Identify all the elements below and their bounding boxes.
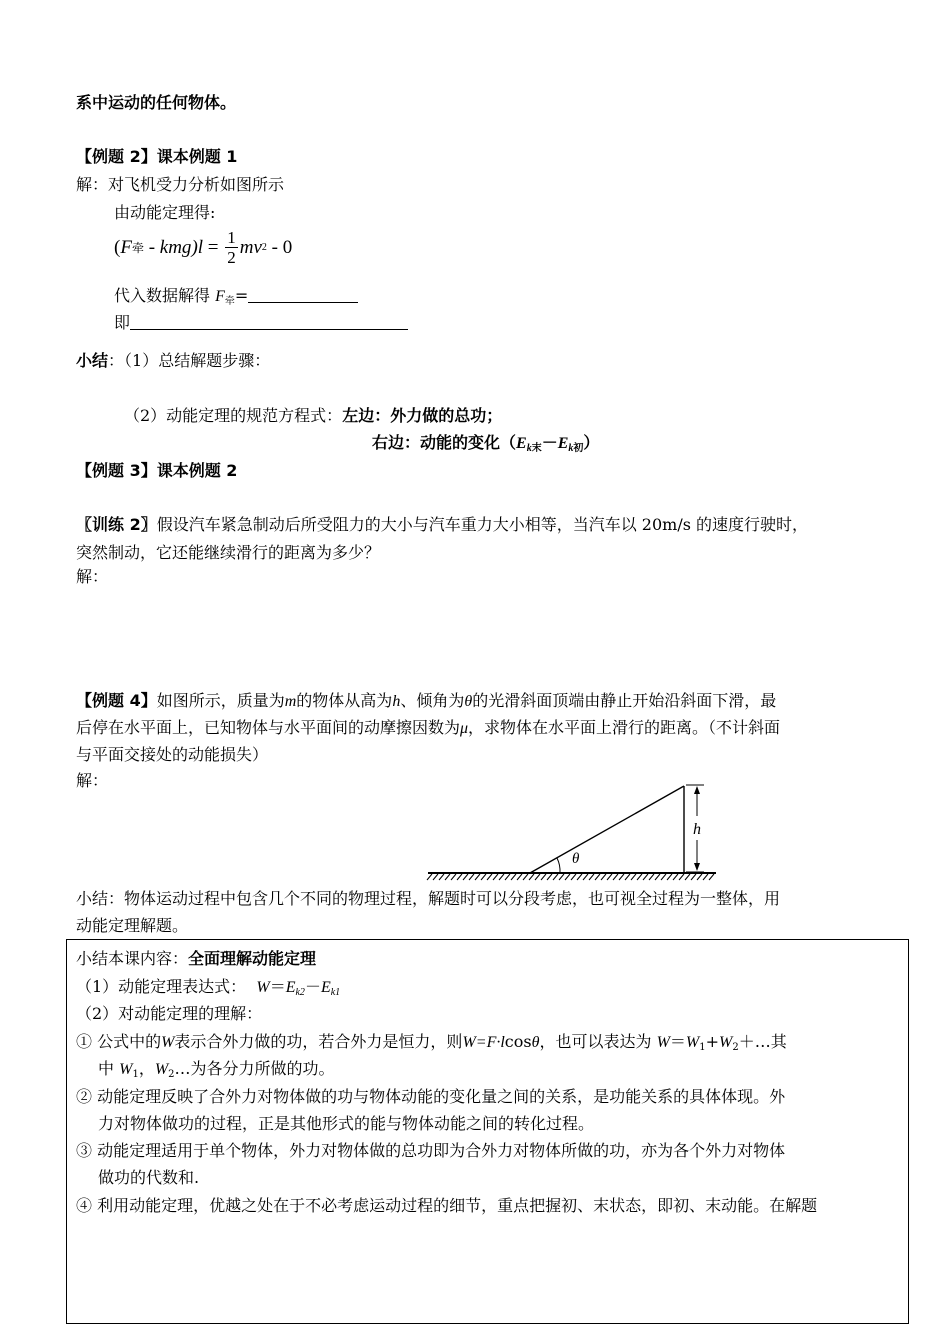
example4-h: h [392, 693, 401, 710]
summary1-init-sub: 初 [573, 443, 584, 454]
hatch-mark [457, 874, 462, 880]
hatch-mark [499, 874, 504, 880]
training2-line2: 突然制动，它还能继续滑行的距离为多少？ [76, 543, 381, 562]
ji-label: 即 [114, 313, 131, 332]
box-point2-line2: 力对物体做功的过程，正是其他形式的能与物体动能之间的转化过程。 [98, 1114, 595, 1133]
training2-solution: 解： [76, 567, 109, 586]
hatch-mark [517, 874, 522, 880]
summary1-k1: k [526, 443, 532, 454]
p1-W2b: W [719, 1034, 733, 1051]
incline-diagram [420, 778, 720, 884]
p1-c: ，也可以表达为 [539, 1032, 652, 1051]
summary2-line2: 动能定理解题。 [76, 916, 189, 935]
hatch-mark [595, 874, 600, 880]
p1-sub1: 1 [699, 1042, 706, 1053]
substitute-F: F [215, 288, 225, 305]
summary1-label: 小结 [76, 351, 109, 370]
summary1-item2 [124, 405, 502, 427]
p1-W: W [161, 1034, 175, 1051]
summary1-minus: － [541, 433, 558, 452]
hatch-mark [625, 874, 630, 880]
training2-label: 〖训练 2〗 [76, 515, 157, 534]
example4-l2a: 后停在水平面上，已知物体与水平面间的动摩擦因数为 [76, 718, 461, 737]
box-point1-line1 [76, 1031, 787, 1059]
box-point3-line2: 做功的代数和. [98, 1168, 200, 1187]
example2-heading: 【例题 2】课本例题 1 [76, 147, 238, 166]
box-expr-prefix: （1）动能定理表达式： [76, 977, 247, 996]
substitute-eq: = [234, 286, 249, 305]
box-title [76, 948, 316, 970]
box-point4-line1: ④ 利用动能定理，优越之处在于不必考虑运动过程的细节，重点把握初、末状态，即初、末动能。在解题 [76, 1196, 818, 1215]
hatch-mark [427, 874, 432, 880]
summary1-E1: E [516, 435, 527, 452]
hatch-marks [427, 874, 714, 880]
hatch-mark [661, 874, 666, 880]
box-point1-line2 [98, 1058, 335, 1086]
summary1-close: ） [583, 433, 600, 452]
p1-l2-sub1: 1 [132, 1069, 139, 1080]
p1-d: ＝ [669, 1032, 686, 1051]
summary1-item2-right [372, 432, 599, 460]
eq-equals: = [203, 236, 224, 258]
summary1-E2: E [557, 435, 569, 452]
height-arrowhead-up [694, 786, 700, 794]
hatch-mark [571, 874, 576, 880]
hatch-mark [493, 874, 498, 880]
eq-kmg: kmg [159, 236, 192, 258]
eq-close-l: )l [191, 236, 204, 258]
p1-l2-sub2: 2 [168, 1069, 175, 1080]
hatch-mark [511, 874, 516, 880]
p1-W2: W [656, 1034, 670, 1051]
eq-left-open: ( [114, 236, 121, 258]
box-expr-k2: k2 [295, 987, 305, 998]
box-expr-minus: － [304, 977, 321, 996]
hatch-mark [589, 874, 594, 880]
box-point3-line1: ③ 动能定理适用于单个物体，外力对物体做的总功即为合外力对物体所做的功，亦为各个外力对物体 [76, 1141, 786, 1160]
p1-l2-W2: W [154, 1061, 169, 1078]
example4-l1a: 如图所示，质量为 [156, 691, 285, 710]
example4-l1d: 的光滑斜面顶端由静止开始沿斜面下滑，最 [472, 691, 777, 710]
example4-solution: 解： [76, 771, 109, 790]
hatch-mark [607, 874, 612, 880]
example4-l1b: 的物体从高为 [296, 691, 393, 710]
substitute-blank[interactable] [248, 286, 358, 303]
example4-l2b: ，求物体在水平面上滑行的距离。（不计斜面 [468, 718, 781, 737]
ji-blank[interactable] [130, 313, 408, 330]
training2-line1 [76, 514, 808, 536]
p1-e: ＋…其 [738, 1032, 787, 1051]
hatch-mark [505, 874, 510, 880]
eq-F: F [120, 236, 132, 258]
p1-l2-b: …为各分力所做的功。 [174, 1059, 335, 1078]
hatch-mark [601, 874, 606, 880]
intro-continuation: 系中运动的任何物体。 [76, 93, 237, 112]
hatch-mark [439, 874, 444, 880]
height-label: h [693, 821, 701, 838]
hatch-mark [613, 874, 618, 880]
box-title-prefix: 小结本课内容： [76, 949, 189, 968]
example4-m: m [284, 693, 297, 710]
hatch-mark [667, 874, 672, 880]
hatch-mark [577, 874, 582, 880]
summary2-line1: 小结：物体运动过程中包含几个不同的物理过程，解题时可以分段考虑，也可视全过程为一整体，用 [76, 889, 781, 908]
hatch-mark [451, 874, 456, 880]
hatch-mark [475, 874, 480, 880]
hatch-mark [535, 874, 540, 880]
hatch-mark [487, 874, 492, 880]
hatch-mark [703, 874, 708, 880]
hatch-mark [565, 874, 570, 880]
example2-substitute [114, 285, 358, 313]
eq-F-sub: 牵 [131, 241, 144, 255]
substitute-label: 代入数据解得 [114, 286, 211, 305]
hatch-mark [655, 874, 660, 880]
hatch-mark [631, 874, 636, 880]
box-expr-E2: E [285, 979, 296, 996]
p1-sub2: 2 [732, 1042, 739, 1053]
angle-label: θ [572, 851, 580, 867]
p1-l2-sep: ， [138, 1059, 155, 1078]
p1-l2-W1: W [119, 1061, 133, 1078]
hatch-mark [697, 874, 702, 880]
example2-ji [114, 312, 408, 334]
angle-arc [557, 858, 560, 873]
eq-mv: mv [239, 236, 262, 258]
eq-tail: - 0 [266, 236, 293, 258]
eq-frac-num: 1 [227, 228, 236, 247]
example4-line1 [76, 690, 776, 713]
incline-slope [530, 786, 684, 873]
hatch-mark [529, 874, 534, 880]
height-arrowhead-down [694, 863, 700, 871]
p1-plus: + [705, 1032, 720, 1051]
eq-sup: 2 [261, 242, 267, 253]
hatch-mark [445, 874, 450, 880]
hatch-mark [643, 874, 648, 880]
summary1-item2-prefix: （2）动能定理的规范方程式： [124, 406, 343, 425]
hatch-mark [433, 874, 438, 880]
hatch-mark [673, 874, 678, 880]
box-point2-line1: ② 动能定理反映了合外力对物体做的功与物体动能的变化量之间的关系，是功能关系的具体体现。外 [76, 1087, 786, 1106]
hatch-mark [469, 874, 474, 880]
example2-solution-line: 解：对飞机受力分析如图所示 [76, 175, 285, 194]
hatch-mark [637, 874, 642, 880]
hatch-mark [709, 874, 714, 880]
p1-cos: cos [504, 1032, 532, 1051]
summary1-item1-text: ：（1）总结解题步骤： [108, 351, 271, 370]
box-expr-E1: E [320, 979, 331, 996]
box-expr-W: W [256, 979, 270, 996]
example4-label: 【例题 4】 [76, 691, 157, 710]
summary1-end-sub: 末 [531, 443, 542, 454]
hatch-mark [619, 874, 624, 880]
eq-frac-den: 2 [227, 248, 236, 267]
box-understanding: （2）对动能定理的理解： [76, 1004, 263, 1023]
hatch-mark [685, 874, 690, 880]
eq-fraction [225, 228, 238, 267]
hatch-mark [481, 874, 486, 880]
example3-heading: 【例题 3】课本例题 2 [76, 461, 238, 480]
hatch-mark [559, 874, 564, 880]
example2-equation [114, 228, 292, 267]
hatch-mark [679, 874, 684, 880]
example4-mu: μ [460, 720, 469, 737]
p1-formula: W=F·l [462, 1034, 505, 1051]
hatch-mark [523, 874, 528, 880]
box-expr-k1: k1 [330, 987, 341, 998]
summary1-item1 [76, 350, 270, 372]
hatch-mark [691, 874, 696, 880]
hatch-mark [583, 874, 588, 880]
box-title-bold: 全面理解动能定理 [188, 949, 317, 968]
p1-b: 表示合外力做的功，若合外力是恒力，则 [174, 1032, 463, 1051]
box-expression [76, 976, 340, 1004]
eq-minus1: - [143, 236, 160, 258]
example4-theta: θ [464, 693, 473, 710]
summary1-right-prefix: 右边：动能的变化（ [372, 433, 517, 452]
p1-l2-a: 中 [98, 1059, 115, 1078]
summary1-item2-left: 左边：外力做的总功； [342, 406, 503, 425]
p1-theta: θ [531, 1034, 540, 1051]
summary1-k2: k [568, 443, 574, 454]
training2-line1-text: 假设汽车紧急制动后所受阻力的大小与汽车重力大小相等，当汽车以 20m/s 的速度行驶时， [156, 515, 809, 534]
hatch-mark [553, 874, 558, 880]
box-expr-eq: ＝ [269, 977, 286, 996]
p1-a: ① 公式中的 [76, 1032, 162, 1051]
hatch-mark [541, 874, 546, 880]
example4-line3: 与平面交接处的动能损失） [76, 745, 269, 764]
hatch-mark [649, 874, 654, 880]
hatch-mark [547, 874, 552, 880]
hatch-mark [463, 874, 468, 880]
example2-by-theorem: 由动能定理得: [114, 203, 216, 222]
example4-l1c: 、倾角为 [400, 691, 465, 710]
substitute-sub: 牵 [224, 296, 235, 307]
p1-W1: W [685, 1034, 700, 1051]
example4-line2 [76, 717, 780, 740]
